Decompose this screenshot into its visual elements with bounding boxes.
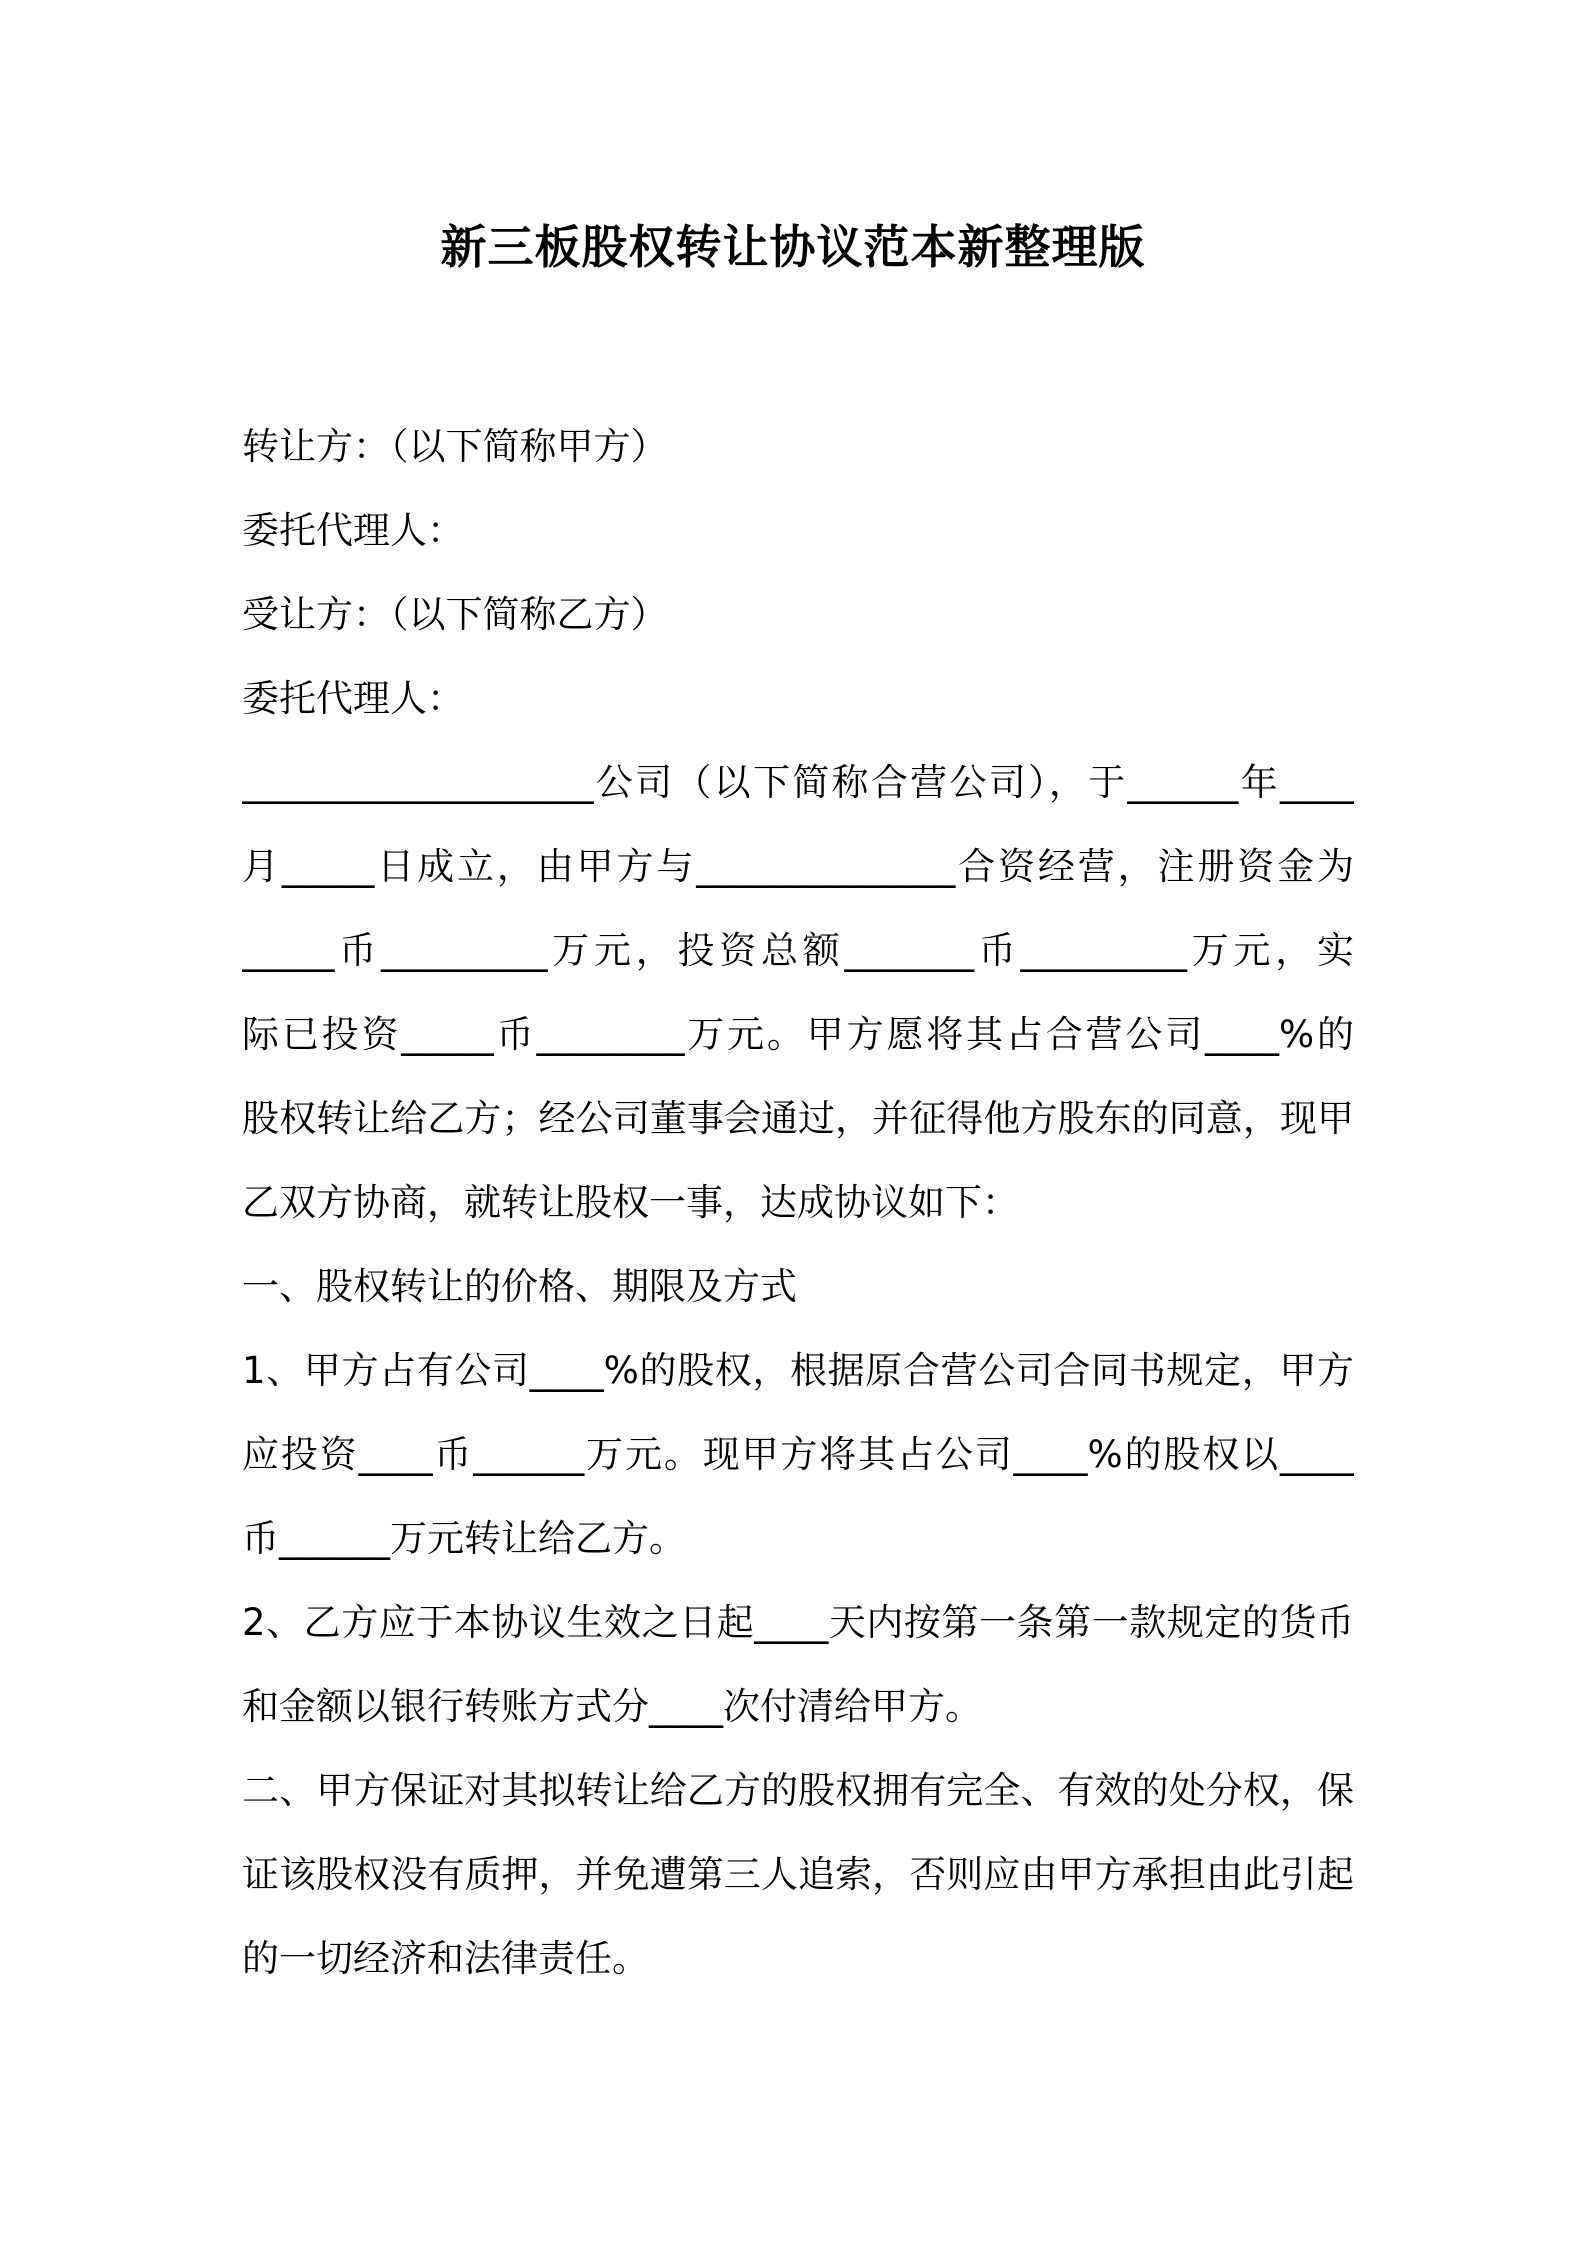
document-body xyxy=(242,405,1354,2001)
paragraph-line: 月_____日成立，由甲方与______________合资经营，注册资金为 xyxy=(242,845,1354,888)
paragraph-line: _____币_________万元，投资总额_______币_________万元，实 xyxy=(242,929,1354,972)
section-line: 证该股权没有质押，并免遭第三人追索，否则应由甲方承担由此引起 xyxy=(242,1853,1354,1896)
section-heading: 一、股权转让的价格、期限及方式 xyxy=(242,1265,797,1308)
clause-line: 1、甲方占有公司____%的股权，根据原合营公司合同书规定，甲方 xyxy=(242,1349,1354,1392)
transferee-agent: 委托代理人： xyxy=(242,677,464,720)
clause-line: 应投资____币______万元。现甲方将其占公司____%的股权以____ xyxy=(242,1433,1354,1476)
clause-line: 2、乙方应于本协议生效之日起____天内按第一条第一款规定的货币 xyxy=(242,1601,1354,1644)
paragraph-line: 际已投资_____币________万元。甲方愿将其占合营公司____%的 xyxy=(242,1013,1354,1056)
clause-line: 和金额以银行转账方式分____次付清给甲方。 xyxy=(242,1685,982,1728)
party-transferor: 转让方：（以下简称甲方） xyxy=(242,425,668,468)
document-title: 新三板股权转让协议范本新整理版 xyxy=(440,220,1146,274)
paragraph-line: 乙双方协商，就转让股权一事，达成协议如下： xyxy=(242,1181,1019,1224)
party-transferee: 受让方：（以下简称乙方） xyxy=(242,593,668,636)
paragraph-line: ___________________公司（以下简称合营公司），于______年____ xyxy=(242,761,1354,804)
section-line: 的一切经济和法律责任。 xyxy=(242,1937,649,1980)
transferor-agent: 委托代理人： xyxy=(242,509,464,552)
clause-line: 币______万元转让给乙方。 xyxy=(242,1517,686,1560)
section-line: 二、甲方保证对其拟转让给乙方的股权拥有完全、有效的处分权，保 xyxy=(242,1769,1354,1812)
paragraph-line: 股权转让给乙方；经公司董事会通过，并征得他方股东的同意，现甲 xyxy=(242,1097,1354,1140)
